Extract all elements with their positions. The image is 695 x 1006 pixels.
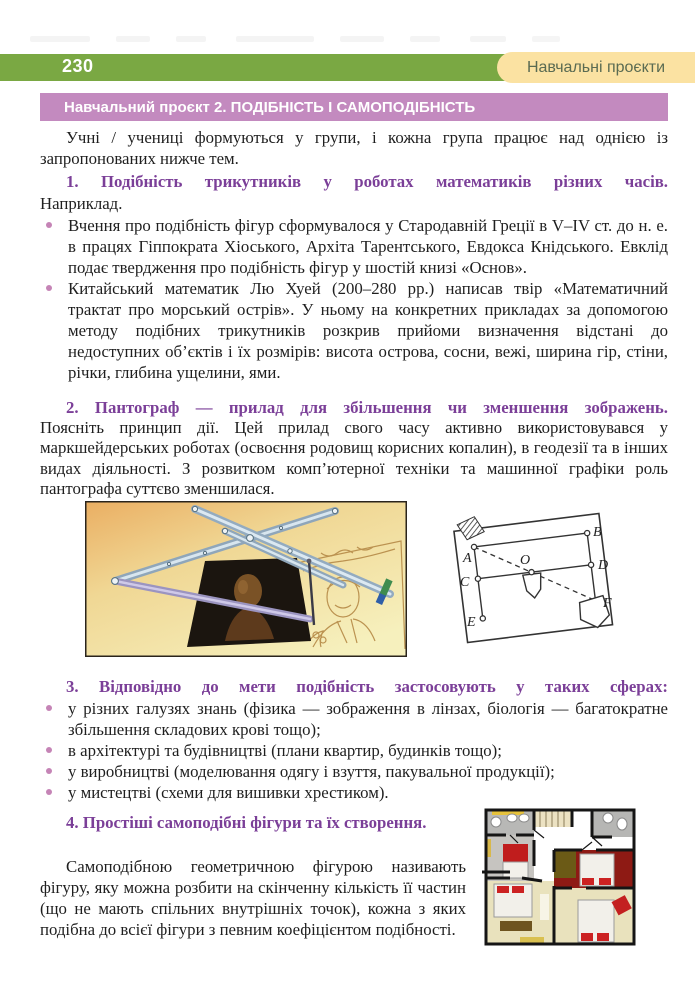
list-item-text: у виробництві (моделювання одягу і взуття, пакувальної продукції);	[68, 762, 555, 781]
section-tab	[497, 52, 695, 83]
topic-1-lead: Наприклад.	[40, 194, 123, 213]
list-item	[40, 698, 668, 740]
bullet-dot	[46, 222, 52, 228]
project-banner-label: Навчальний проєкт 2. ПОДІБНІСТЬ І САМОПОДІБНІСТЬ	[64, 98, 476, 116]
project-banner	[40, 93, 668, 121]
section-tab-label: Навчальні проєкти	[526, 58, 666, 76]
pantograph-photo	[85, 501, 407, 662]
diagram-label-o: O	[520, 553, 531, 568]
relief-plaque	[187, 558, 311, 647]
list-item-text: Вчення про подібність фігур сформувалося у Стародавній Греції в V–IV ст. до н. е. в працях Гіппократа Хіоського, Архіта Тарентського, Евдокса Кнідського. Евклід подає твердження про подібність фігур у шостій книзі «Основ».	[68, 216, 668, 277]
diagram-label-f: F	[603, 596, 612, 611]
topic-1-title: 1. Подібність трикутників у роботах математиків різних часів.	[66, 172, 668, 191]
diagram-label-c: C	[460, 575, 470, 590]
page-number: 230	[62, 56, 94, 76]
diagram-label-d: D	[598, 558, 609, 573]
intro-paragraph: Учні / учениці формуються у групи, і кожна група працює над однією із запропонованих нижче тем.	[40, 128, 668, 168]
list-item-text: у мистецтві (схеми для вишивки хрестиком).	[68, 783, 389, 802]
list-item	[40, 278, 668, 383]
list-item-text: Китайський математик Лю Хуей (200–280 рр.) написав твір «Математичний трактат про морський острів». У ньому на конкретних прикладах за допомогою методу подібних трикутників розкрив прийоми визначення відстані до недоступних об’єктів і їх розмірів: висота острова, сосни, вежі, ширина гір, стіни, річки, глибина ущелини, ями.	[68, 279, 668, 382]
topic-2-title: 2. Пантограф — прилад для збільшення чи зменшення зображень.	[66, 398, 668, 417]
topic-4-title: 4. Простіші самоподібні фігури та їх створення.	[66, 813, 427, 832]
list-item-text: у різних галузях знань (фізика — зображення в лінзах, біологія — багатократне збільшення складових крові тощо);	[68, 699, 668, 739]
list-item-text: в архітектурі та будівництві (плани квартир, будинків тощо);	[68, 741, 502, 760]
list-item	[40, 761, 668, 782]
diagram-label-a: A	[463, 551, 472, 566]
diagram-label-b: B	[593, 525, 602, 540]
topic-3-list	[40, 698, 668, 803]
diagram-sheet	[453, 502, 613, 644]
floor-plan-image	[482, 806, 638, 953]
topic-1-list	[40, 215, 668, 383]
diagram-label-e: E	[467, 615, 476, 630]
bullet-dot	[46, 789, 52, 795]
topic-4-body: Самоподібною геометричною фігурою називають фігуру, яку можна розбити на скінченну кількість її частин (що не мають спільних внутрішніх точок), кожна з яких подібна до всієї фігури з певним коефіцієнтом подібності.	[40, 857, 466, 939]
bullet-dot	[46, 747, 52, 753]
bullet-dot	[46, 705, 52, 711]
list-item	[40, 215, 668, 278]
bullet-dot	[46, 768, 52, 774]
topic-3-title: 3. Відповідно до мети подібність застосовують у таких сферах:	[66, 677, 668, 696]
topic-2-body: Поясніть принцип дії. Цей прилад свого часу активно використовувався у маркшейдерських роботах (освоєння родовищ корисних копалин), в геодезії та в інших видах діяльності. З розвитком комп’ютерної техніки та машинної графіки роль пантографа суттєво зменшилася.	[40, 418, 668, 499]
print-bleed-strip	[30, 29, 670, 36]
list-item	[40, 740, 668, 761]
bullet-dot	[46, 285, 52, 291]
list-item	[40, 782, 668, 803]
pantograph-diagram	[448, 500, 618, 657]
